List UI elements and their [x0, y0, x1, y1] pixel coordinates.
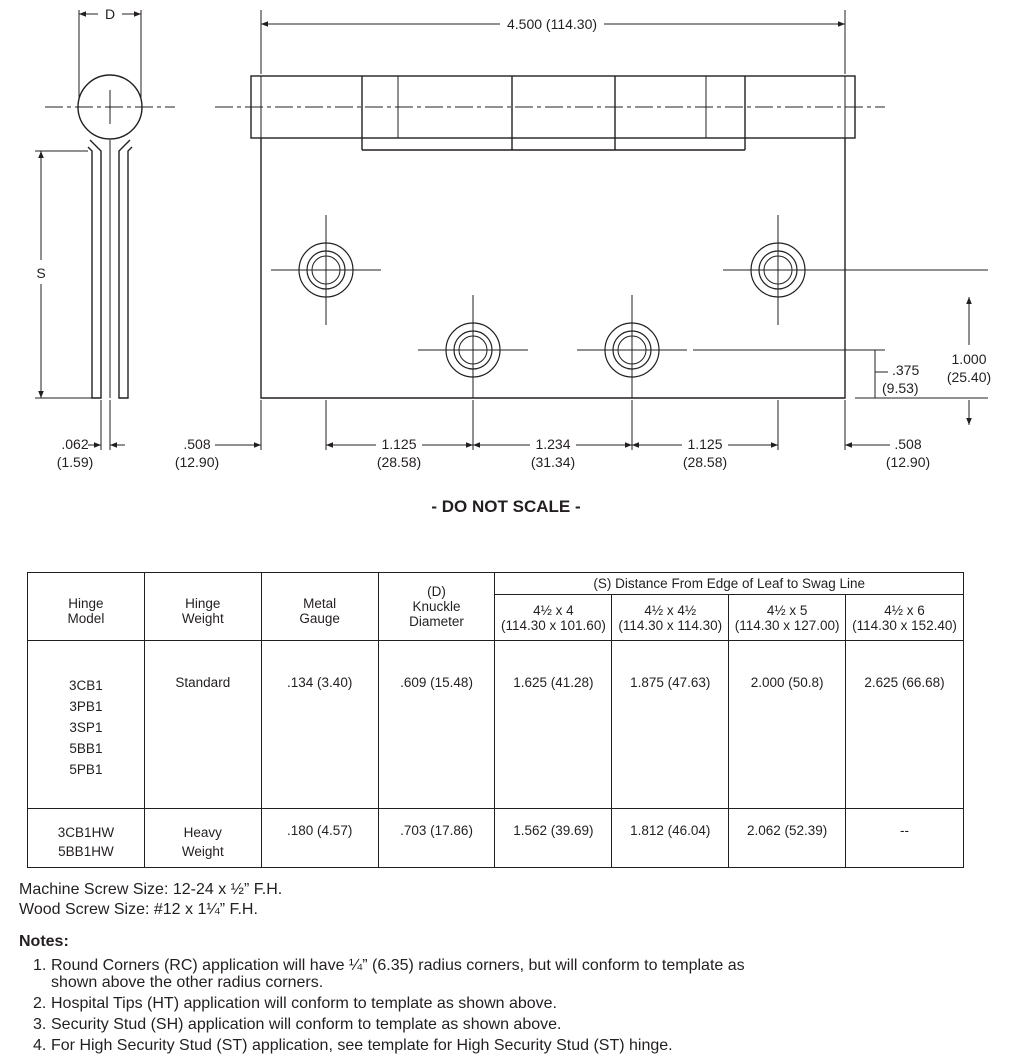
right-edge-dim: .508: [894, 436, 922, 452]
header-knuckle-diameter: (D) Knuckle Diameter: [378, 573, 495, 641]
cell-swag-4-5x5-standard: 2.000 (50.8): [729, 641, 846, 809]
swag-line-distance-label: S: [36, 265, 46, 281]
hinge-side-view: [35, 6, 175, 470]
wood-screw-size: Wood Screw Size: #12 x 1¼” F.H.: [19, 901, 258, 918]
left-edge-dim: .508: [183, 436, 211, 452]
header-swag-distance-group: (S) Distance From Edge of Leaf to Swag Line: [495, 573, 964, 595]
leaf-thickness-dim: .062: [61, 436, 89, 452]
note-item: 1. Round Corners (RC) application will have ¼” (6.35) radius corners, but will conform to template as shown above the other radius corners.: [33, 957, 745, 991]
cell-swag-4-5x6-standard: 2.625 (66.68): [846, 641, 964, 809]
cell-swag-4-5x4-5-heavy: 1.812 (46.04): [612, 809, 729, 868]
screw-hole-top-left: [271, 215, 381, 325]
header-metal-gauge: Metal Gauge: [261, 573, 378, 641]
cell-gauge-heavy: .180 (4.57): [261, 809, 378, 868]
header-size-4-5x4-5: 4½ x 4½ (114.30 x 114.30): [612, 595, 729, 641]
note-item: 2. Hospital Tips (HT) application will conform to template as shown above.: [33, 995, 557, 1012]
table-row-standard: [28, 641, 964, 809]
lower-hole-mm: (9.53): [882, 380, 919, 396]
header-hinge-model: Hinge Model: [28, 573, 145, 641]
header-size-4-5x5: 4½ x 5 (114.30 x 127.00): [729, 595, 846, 641]
right-edge-mm: (12.90): [885, 454, 931, 470]
upper-hole-mm: (25.40): [946, 369, 992, 385]
right-spacing-mm: (28.58): [682, 454, 728, 470]
center-spacing-mm: (31.34): [530, 454, 576, 470]
hinge-spec-table: [27, 572, 964, 868]
note-item: 4. For High Security Stud (ST) application, see template for High Security Stud (ST) hinge.: [33, 1037, 673, 1054]
center-spacing-dim: 1.234: [535, 436, 571, 452]
overall-width-dim: 4.500 (114.30): [506, 16, 598, 32]
header-size-4-5x4: 4½ x 4 (114.30 x 101.60): [495, 595, 612, 641]
do-not-scale-notice: - DO NOT SCALE -: [431, 497, 581, 516]
table-header-row: [28, 573, 964, 595]
cell-swag-4-5x4-heavy: 1.562 (39.69): [495, 809, 612, 868]
cell-gauge-standard: .134 (3.40): [261, 641, 378, 809]
notes-list: [33, 957, 771, 1058]
screw-hole-bottom-left: [418, 295, 528, 398]
upper-hole-dim: 1.000: [951, 351, 987, 367]
header-size-4-5x6: 4½ x 6 (114.30 x 152.40): [846, 595, 964, 641]
screw-hole-bottom-right: [577, 295, 687, 398]
cell-weight-heavy: Heavy Weight: [144, 809, 261, 868]
cell-models-heavy: 3CB1HW 5BB1HW: [28, 809, 145, 868]
cell-knuckle-standard: .609 (15.48): [378, 641, 495, 809]
cell-swag-4-5x4-5-standard: 1.875 (47.63): [612, 641, 729, 809]
header-hinge-weight: Hinge Weight: [144, 573, 261, 641]
screw-sizes: [19, 880, 282, 920]
right-spacing-dim: 1.125: [687, 436, 723, 452]
cell-knuckle-heavy: .703 (17.86): [378, 809, 495, 868]
left-spacing-dim: 1.125: [381, 436, 417, 452]
table-row-heavy: [28, 809, 964, 868]
hinge-template-drawing: [0, 0, 1012, 525]
cell-models-standard: 3CB1 3PB1 3SP1 5BB1 5PB1: [28, 641, 145, 809]
notes-title: Notes:: [19, 933, 69, 950]
hinge-front-view: [175, 10, 991, 470]
left-spacing-mm: (28.58): [376, 454, 422, 470]
machine-screw-size: Machine Screw Size: 12-24 x ½” F.H.: [19, 881, 283, 898]
leaf-thickness-mm: (1.59): [56, 454, 94, 470]
cell-swag-4-5x4-standard: 1.625 (41.28): [495, 641, 612, 809]
cell-weight-standard: Standard: [144, 641, 261, 809]
left-edge-mm: (12.90): [174, 454, 220, 470]
cell-swag-4-5x5-heavy: 2.062 (52.39): [729, 809, 846, 868]
note-item: 3. Security Stud (SH) application will conform to template as shown above.: [33, 1016, 562, 1033]
screw-hole-top-right: [723, 215, 988, 325]
lower-hole-dim: .375: [892, 362, 920, 378]
cell-swag-4-5x6-heavy: --: [846, 809, 964, 868]
knuckle-diameter-label: D: [104, 6, 116, 22]
